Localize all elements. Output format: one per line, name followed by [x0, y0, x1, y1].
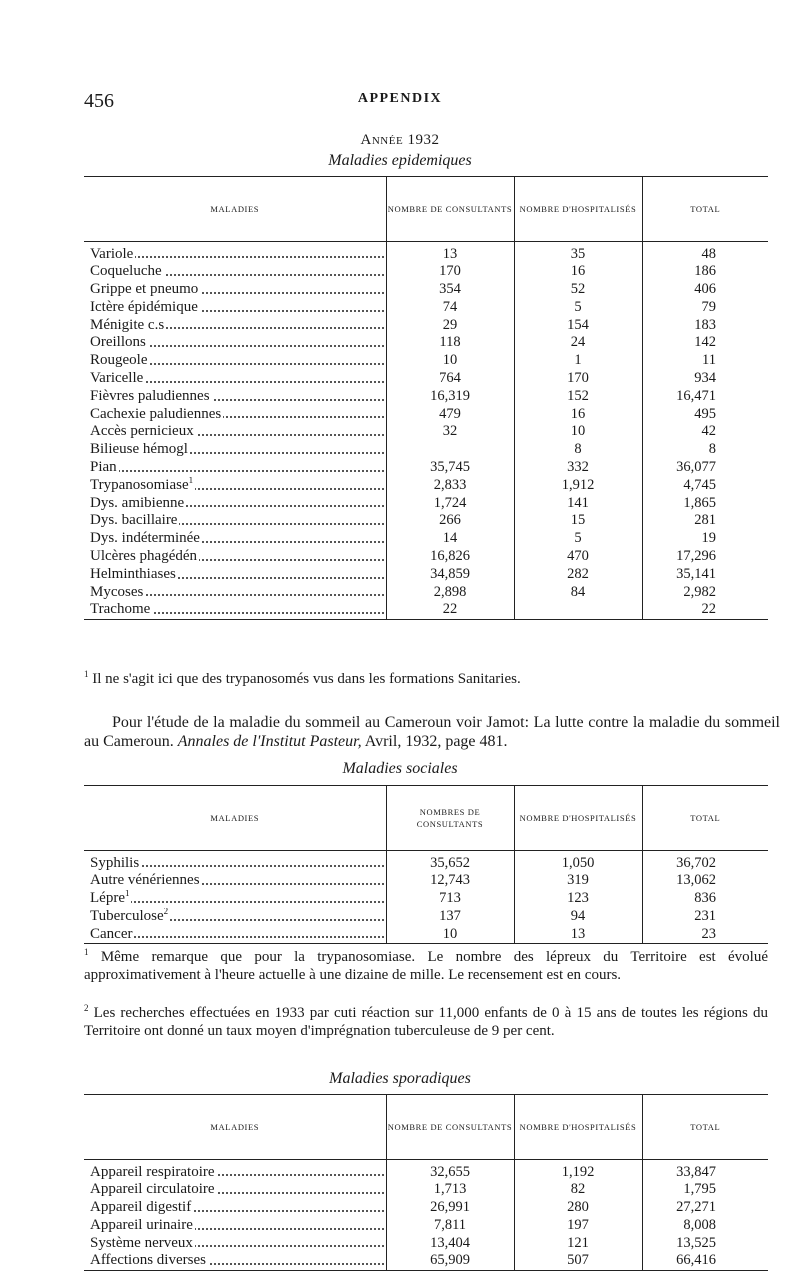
- table-row: [84, 890, 768, 908]
- total-cell: 13,062: [642, 872, 768, 890]
- table-row: [84, 370, 768, 388]
- table-row: [84, 1252, 768, 1270]
- table-row: [84, 388, 768, 406]
- consultants-cell: 32,655: [386, 1159, 514, 1181]
- total-cell: 8,008: [642, 1217, 768, 1235]
- consultants-cell: 479: [386, 406, 514, 424]
- col-header-total: TOTAL: [642, 1095, 768, 1159]
- hospitalises-cell: 82: [514, 1181, 642, 1199]
- total-cell: 495: [642, 406, 768, 424]
- total-cell: 42: [642, 423, 768, 441]
- hospitalises-cell: 197: [514, 1217, 642, 1235]
- consultants-cell: [386, 441, 514, 459]
- table-row: [84, 1235, 768, 1253]
- hospitalises-cell: 52: [514, 281, 642, 299]
- total-cell: 231: [642, 908, 768, 926]
- disease-name: Autre vénériennes: [84, 872, 386, 890]
- sociales-body: [84, 850, 768, 944]
- consultants-cell: 26,991: [386, 1199, 514, 1217]
- total-cell: 1,865: [642, 495, 768, 513]
- epidemiques-body: [84, 241, 768, 620]
- hospitalises-cell: 282: [514, 566, 642, 584]
- disease-name: Grippe et pneumo: [84, 281, 386, 299]
- page-number: 456: [84, 90, 114, 112]
- consultants-cell: 2,833: [386, 477, 514, 495]
- hospitalises-cell: 152: [514, 388, 642, 406]
- hospitalises-cell: 1: [514, 352, 642, 370]
- hospitalises-cell: 5: [514, 299, 642, 317]
- sporadiques-body: [84, 1159, 768, 1271]
- total-cell: 406: [642, 281, 768, 299]
- total-cell: 19: [642, 530, 768, 548]
- total-cell: 17,296: [642, 548, 768, 566]
- disease-name: Varicelle: [84, 370, 386, 388]
- consultants-cell: 764: [386, 370, 514, 388]
- consultants-cell: 29: [386, 317, 514, 335]
- disease-name: Accès pernicieux: [84, 423, 386, 441]
- disease-name: Pian: [84, 459, 386, 477]
- disease-name: Dys. indéterminée: [84, 530, 386, 548]
- col-header-maladies: MALADIES: [84, 177, 386, 241]
- table-row: [84, 512, 768, 530]
- total-cell: 22: [642, 601, 768, 619]
- year-heading: Année 1932: [360, 132, 440, 148]
- hospitalises-cell: 5: [514, 530, 642, 548]
- hospitalises-cell: 154: [514, 317, 642, 335]
- hospitalises-cell: 8: [514, 441, 642, 459]
- consultants-cell: 35,652: [386, 850, 514, 872]
- disease-name: Appareil digestif: [84, 1199, 386, 1217]
- epidemiques-footnote: $^1$ Il ne s'agit ici que des trypanosomés vus dans les formations Sanitaries.: [84, 669, 521, 687]
- table-row: [84, 850, 768, 872]
- table-row: [84, 926, 768, 944]
- consultants-cell: 713: [386, 890, 514, 908]
- table-row: [84, 548, 768, 566]
- table-row: [84, 441, 768, 459]
- table-row: [84, 908, 768, 926]
- consultants-cell: 170: [386, 263, 514, 281]
- col-header-maladies: MALADIES: [84, 786, 386, 850]
- consultants-cell: 35,745: [386, 459, 514, 477]
- consultants-cell: 14: [386, 530, 514, 548]
- total-cell: 13,525: [642, 1235, 768, 1253]
- sleeping-sickness-paragraph: Pour l'étude de la maladie du sommeil au Cameroun voir Jamot: La lutte contre la maladie du sommeil au Cameroun. Annales de l'Institut Pasteur, Avril, 1932, page 481.: [84, 714, 780, 750]
- hospitalises-cell: 13: [514, 926, 642, 944]
- total-cell: 36,077: [642, 459, 768, 477]
- total-cell: 11: [642, 352, 768, 370]
- table-row: [84, 1199, 768, 1217]
- hospitalises-cell: [514, 601, 642, 619]
- sporadiques-title: Maladies sporadiques: [329, 1070, 471, 1087]
- total-cell: 934: [642, 370, 768, 388]
- consultants-cell: 32: [386, 423, 514, 441]
- total-cell: 23: [642, 926, 768, 944]
- hospitalises-cell: 24: [514, 334, 642, 352]
- consultants-cell: 12,743: [386, 872, 514, 890]
- table-row: [84, 872, 768, 890]
- sociales-footnote-2: $^2$ Les recherches effectuées en 1933 par cuti réaction sur 11,000 enfants de 0 à 15 ans de toutes les régions du Territoire ont donné un taux moyen d'imprégnation tuberculeuse de 9 per cent.: [84, 1003, 769, 1039]
- col-header-total: TOTAL: [642, 177, 768, 241]
- table-row: [84, 263, 768, 281]
- disease-name: Syphilis: [84, 850, 386, 872]
- table-row: [84, 601, 768, 619]
- hospitalises-cell: 84: [514, 584, 642, 602]
- total-cell: 48: [642, 241, 768, 263]
- total-cell: 66,416: [642, 1252, 768, 1270]
- consultants-cell: 34,859: [386, 566, 514, 584]
- table-row: [84, 477, 768, 495]
- hospitalises-cell: 10: [514, 423, 642, 441]
- hospitalises-cell: 94: [514, 908, 642, 926]
- disease-name: Système nerveux: [84, 1235, 386, 1253]
- hospitalises-cell: 332: [514, 459, 642, 477]
- sporadiques-table: [84, 1095, 768, 1271]
- col-header-total: TOTAL: [642, 786, 768, 850]
- col-header-consultants: NOMBRES DE CONSULTANTS: [386, 786, 514, 850]
- total-cell: 836: [642, 890, 768, 908]
- disease-name: Cancer: [84, 926, 386, 944]
- disease-name: Trypanosomiase$^1$: [84, 477, 386, 495]
- total-cell: 27,271: [642, 1199, 768, 1217]
- col-header-hospitalises: NOMBRE D'HOSPITALISÉS: [514, 177, 642, 241]
- disease-name: Appareil urinaire: [84, 1217, 386, 1235]
- consultants-cell: 22: [386, 601, 514, 619]
- consultants-cell: 13: [386, 241, 514, 263]
- consultants-cell: 7,811: [386, 1217, 514, 1235]
- disease-name: Rougeole: [84, 352, 386, 370]
- col-header-hospitalises: NOMBRE D'HOSPITALISÉS: [514, 1095, 642, 1159]
- consultants-cell: 13,404: [386, 1235, 514, 1253]
- consultants-cell: 118: [386, 334, 514, 352]
- col-header-hospitalises: NOMBRE D'HOSPITALISÉS: [514, 786, 642, 850]
- consultants-cell: 1,724: [386, 495, 514, 513]
- total-cell: 1,795: [642, 1181, 768, 1199]
- total-cell: 79: [642, 299, 768, 317]
- disease-name: Appareil circulatoire: [84, 1181, 386, 1199]
- table-row: [84, 1181, 768, 1199]
- table-row: [84, 299, 768, 317]
- table-row: [84, 334, 768, 352]
- disease-name: Tuberculose$^2$: [84, 908, 386, 926]
- disease-name: Dys. amibienne: [84, 495, 386, 513]
- total-cell: 36,702: [642, 850, 768, 872]
- disease-name: Ménigite c.s: [84, 317, 386, 335]
- epidemiques-table: [84, 177, 768, 620]
- total-cell: 16,471: [642, 388, 768, 406]
- col-header-maladies: MALADIES: [84, 1095, 386, 1159]
- consultants-cell: 2,898: [386, 584, 514, 602]
- disease-name: Dys. bacillaire: [84, 512, 386, 530]
- consultants-cell: 74: [386, 299, 514, 317]
- hospitalises-cell: 319: [514, 872, 642, 890]
- total-cell: 142: [642, 334, 768, 352]
- table-row: [84, 241, 768, 263]
- running-head: APPENDIX: [357, 91, 443, 106]
- table-row: [84, 281, 768, 299]
- total-cell: 4,745: [642, 477, 768, 495]
- table-row: [84, 406, 768, 424]
- hospitalises-cell: 141: [514, 495, 642, 513]
- disease-name: Mycoses: [84, 584, 386, 602]
- total-cell: 281: [642, 512, 768, 530]
- consultants-cell: 10: [386, 926, 514, 944]
- col-header-consultants: NOMBRE DE CONSULTANTS: [386, 177, 514, 241]
- consultants-cell: 1,713: [386, 1181, 514, 1199]
- consultants-cell: 10: [386, 352, 514, 370]
- hospitalises-cell: 121: [514, 1235, 642, 1253]
- sociales-title: Maladies sociales: [342, 760, 458, 777]
- hospitalises-cell: 15: [514, 512, 642, 530]
- disease-name: Appareil respiratoire: [84, 1159, 386, 1181]
- consultants-cell: 65,909: [386, 1252, 514, 1270]
- table-row: [84, 1159, 768, 1181]
- consultants-cell: 354: [386, 281, 514, 299]
- epidemiques-title: Maladies epidemiques: [328, 152, 472, 169]
- hospitalises-cell: 1,912: [514, 477, 642, 495]
- hospitalises-cell: 280: [514, 1199, 642, 1217]
- total-cell: 8: [642, 441, 768, 459]
- table-row: [84, 566, 768, 584]
- table-row: [84, 459, 768, 477]
- disease-name: Lépre$^1$: [84, 890, 386, 908]
- consultants-cell: 16,319: [386, 388, 514, 406]
- disease-name: Fièvres paludiennes: [84, 388, 386, 406]
- disease-name: Ulcères phagédén: [84, 548, 386, 566]
- disease-name: Oreillons: [84, 334, 386, 352]
- table-row: [84, 495, 768, 513]
- hospitalises-cell: 1,050: [514, 850, 642, 872]
- sociales-footnote-1: $^1$ Même remarque que pour la trypanosomiase. Le nombre des lépreux du Territoire est évolué approximativement à l'heure actuelle à une dizaine de mille. Le recensement est en cours.: [84, 947, 769, 983]
- col-header-consultants: NOMBRE DE CONSULTANTS: [386, 1095, 514, 1159]
- hospitalises-cell: 35: [514, 241, 642, 263]
- disease-name: Helminthiases: [84, 566, 386, 584]
- table-row: [84, 317, 768, 335]
- disease-name: Cachexie paludiennes: [84, 406, 386, 424]
- consultants-cell: 266: [386, 512, 514, 530]
- total-cell: 2,982: [642, 584, 768, 602]
- hospitalises-cell: 507: [514, 1252, 642, 1270]
- consultants-cell: 16,826: [386, 548, 514, 566]
- hospitalises-cell: 170: [514, 370, 642, 388]
- disease-name: Trachome: [84, 601, 386, 619]
- table-row: [84, 530, 768, 548]
- disease-name: Affections diverses: [84, 1252, 386, 1270]
- consultants-cell: 137: [386, 908, 514, 926]
- hospitalises-cell: 470: [514, 548, 642, 566]
- hospitalises-cell: 123: [514, 890, 642, 908]
- table-row: [84, 423, 768, 441]
- hospitalises-cell: 1,192: [514, 1159, 642, 1181]
- table-row: [84, 352, 768, 370]
- total-cell: 186: [642, 263, 768, 281]
- disease-name: Coqueluche: [84, 263, 386, 281]
- total-cell: 183: [642, 317, 768, 335]
- disease-name: Variole: [84, 241, 386, 263]
- table-row: [84, 584, 768, 602]
- hospitalises-cell: 16: [514, 406, 642, 424]
- table-row: [84, 1217, 768, 1235]
- disease-name: Ictère épidémique: [84, 299, 386, 317]
- sociales-table: [84, 786, 768, 944]
- total-cell: 35,141: [642, 566, 768, 584]
- disease-name: Bilieuse hémogl: [84, 441, 386, 459]
- total-cell: 33,847: [642, 1159, 768, 1181]
- hospitalises-cell: 16: [514, 263, 642, 281]
